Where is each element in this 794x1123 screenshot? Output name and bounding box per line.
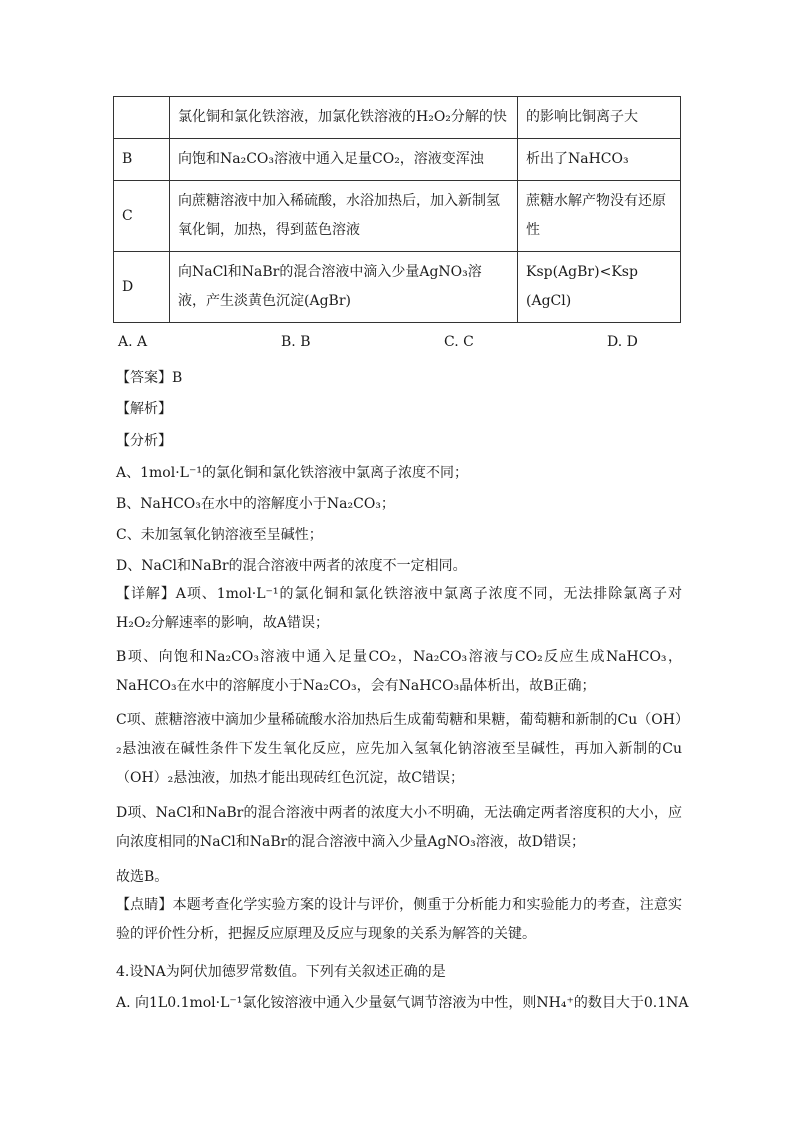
comment-block: 【点睛】本题考查化学实验方案的设计与评价，侧重于分析能力和实验能力的考查，注意实验的评价性分析，把握反应原理及反应与现象的关系为解答的关键。 [116,897,682,942]
row-label [114,97,170,139]
option-d: D. D [607,334,638,350]
row-conclusion: 析出了NaHCO₃ [518,139,681,181]
jiexi-heading: 【解析】 [116,401,172,417]
answer-options [113,334,673,356]
analysis-line: A、1mol·L⁻¹的氯化铜和氯化铁溶液中氯离子浓度不同； [116,465,468,481]
option-a: A. A [118,334,148,350]
row-conclusion: 蔗糖水解产物没有还原性 [518,181,681,252]
row-label: C [114,181,170,252]
table-row [114,252,681,323]
experiment-table [113,96,681,323]
detail-c: C项、蔗糖溶液中滴加少量稀硫酸水浴加热后生成葡萄糖和果糖，葡萄糖和新制的Cu（OH）₂悬浊液在碱性条件下发生氧化反应，应先加入氢氧化钠溶液至呈碱性，再加入新制的Cu（OH）₂悬浊液，加热才能出现砖红色沉淀，故C错误； [116,712,682,786]
row-label: D [114,252,170,323]
answer-line: 【答案】B [116,370,183,386]
option-b: B. B [281,334,311,350]
row-operation: 向饱和Na₂CO₃溶液中通入足量CO₂，溶液变浑浊 [170,139,518,181]
row-conclusion: 的影响比铜离子大 [518,97,681,139]
table-row [114,181,681,252]
analysis-line: C、未加氢氧化钠溶液至呈碱性； [116,527,323,543]
question-4-stem: 4.设NA为阿伏加德罗常数值。下列有关叙述正确的是 [116,964,446,980]
row-operation: 向蔗糖溶液中加入稀硫酸，水浴加热后，加入新制氢氧化铜，加热，得到蓝色溶液 [170,181,518,252]
detail-a: 【详解】A项、1mol·L⁻¹的氯化铜和氯化铁溶液中氯离子浓度不同，无法排除氯离子对H₂O₂分解速率的影响，故A错误； [116,586,682,631]
row-label: B [114,139,170,181]
detail-conclusion: 故选B。 [116,869,169,885]
option-c: C. C [444,334,474,350]
detail-d: D项、NaCl和NaBr的混合溶液中两者的浓度大小不明确，无法确定两者溶度积的大小，应向浓度相同的NaCl和NaBr的混合溶液中滴入少量AgNO₃溶液，故D错误； [116,805,682,850]
row-operation: 向NaCl和NaBr的混合溶液中滴入少量AgNO₃溶液，产生淡黄色沉淀(AgBr) [170,252,518,323]
analysis-line: B、NaHCO₃在水中的溶解度小于Na₂CO₃； [116,496,395,512]
detail-b: B项、向饱和Na₂CO₃溶液中通入足量CO₂，Na₂CO₃溶液与CO₂反应生成NaHCO₃，NaHCO₃在水中的溶解度小于Na₂CO₃，会有NaHCO₃晶体析出，故B正确； [116,649,682,694]
analysis-line: D、NaCl和NaBr的混合溶液中两者的浓度不一定相同。 [116,558,467,574]
table-row [114,97,681,139]
table-row [114,139,681,181]
row-operation: 氯化铜和氯化铁溶液，加氯化铁溶液的H₂O₂分解的快 [170,97,518,139]
fenxi-heading: 【分析】 [116,433,172,449]
question-4-option-a: A. 向1L0.1mol·L⁻¹氯化铵溶液中通入少量氨气调节溶液为中性，则NH₄⁺的数目大于0.1NA [116,995,689,1011]
row-conclusion: Ksp(AgBr)<Ksp (AgCl) [518,252,681,323]
